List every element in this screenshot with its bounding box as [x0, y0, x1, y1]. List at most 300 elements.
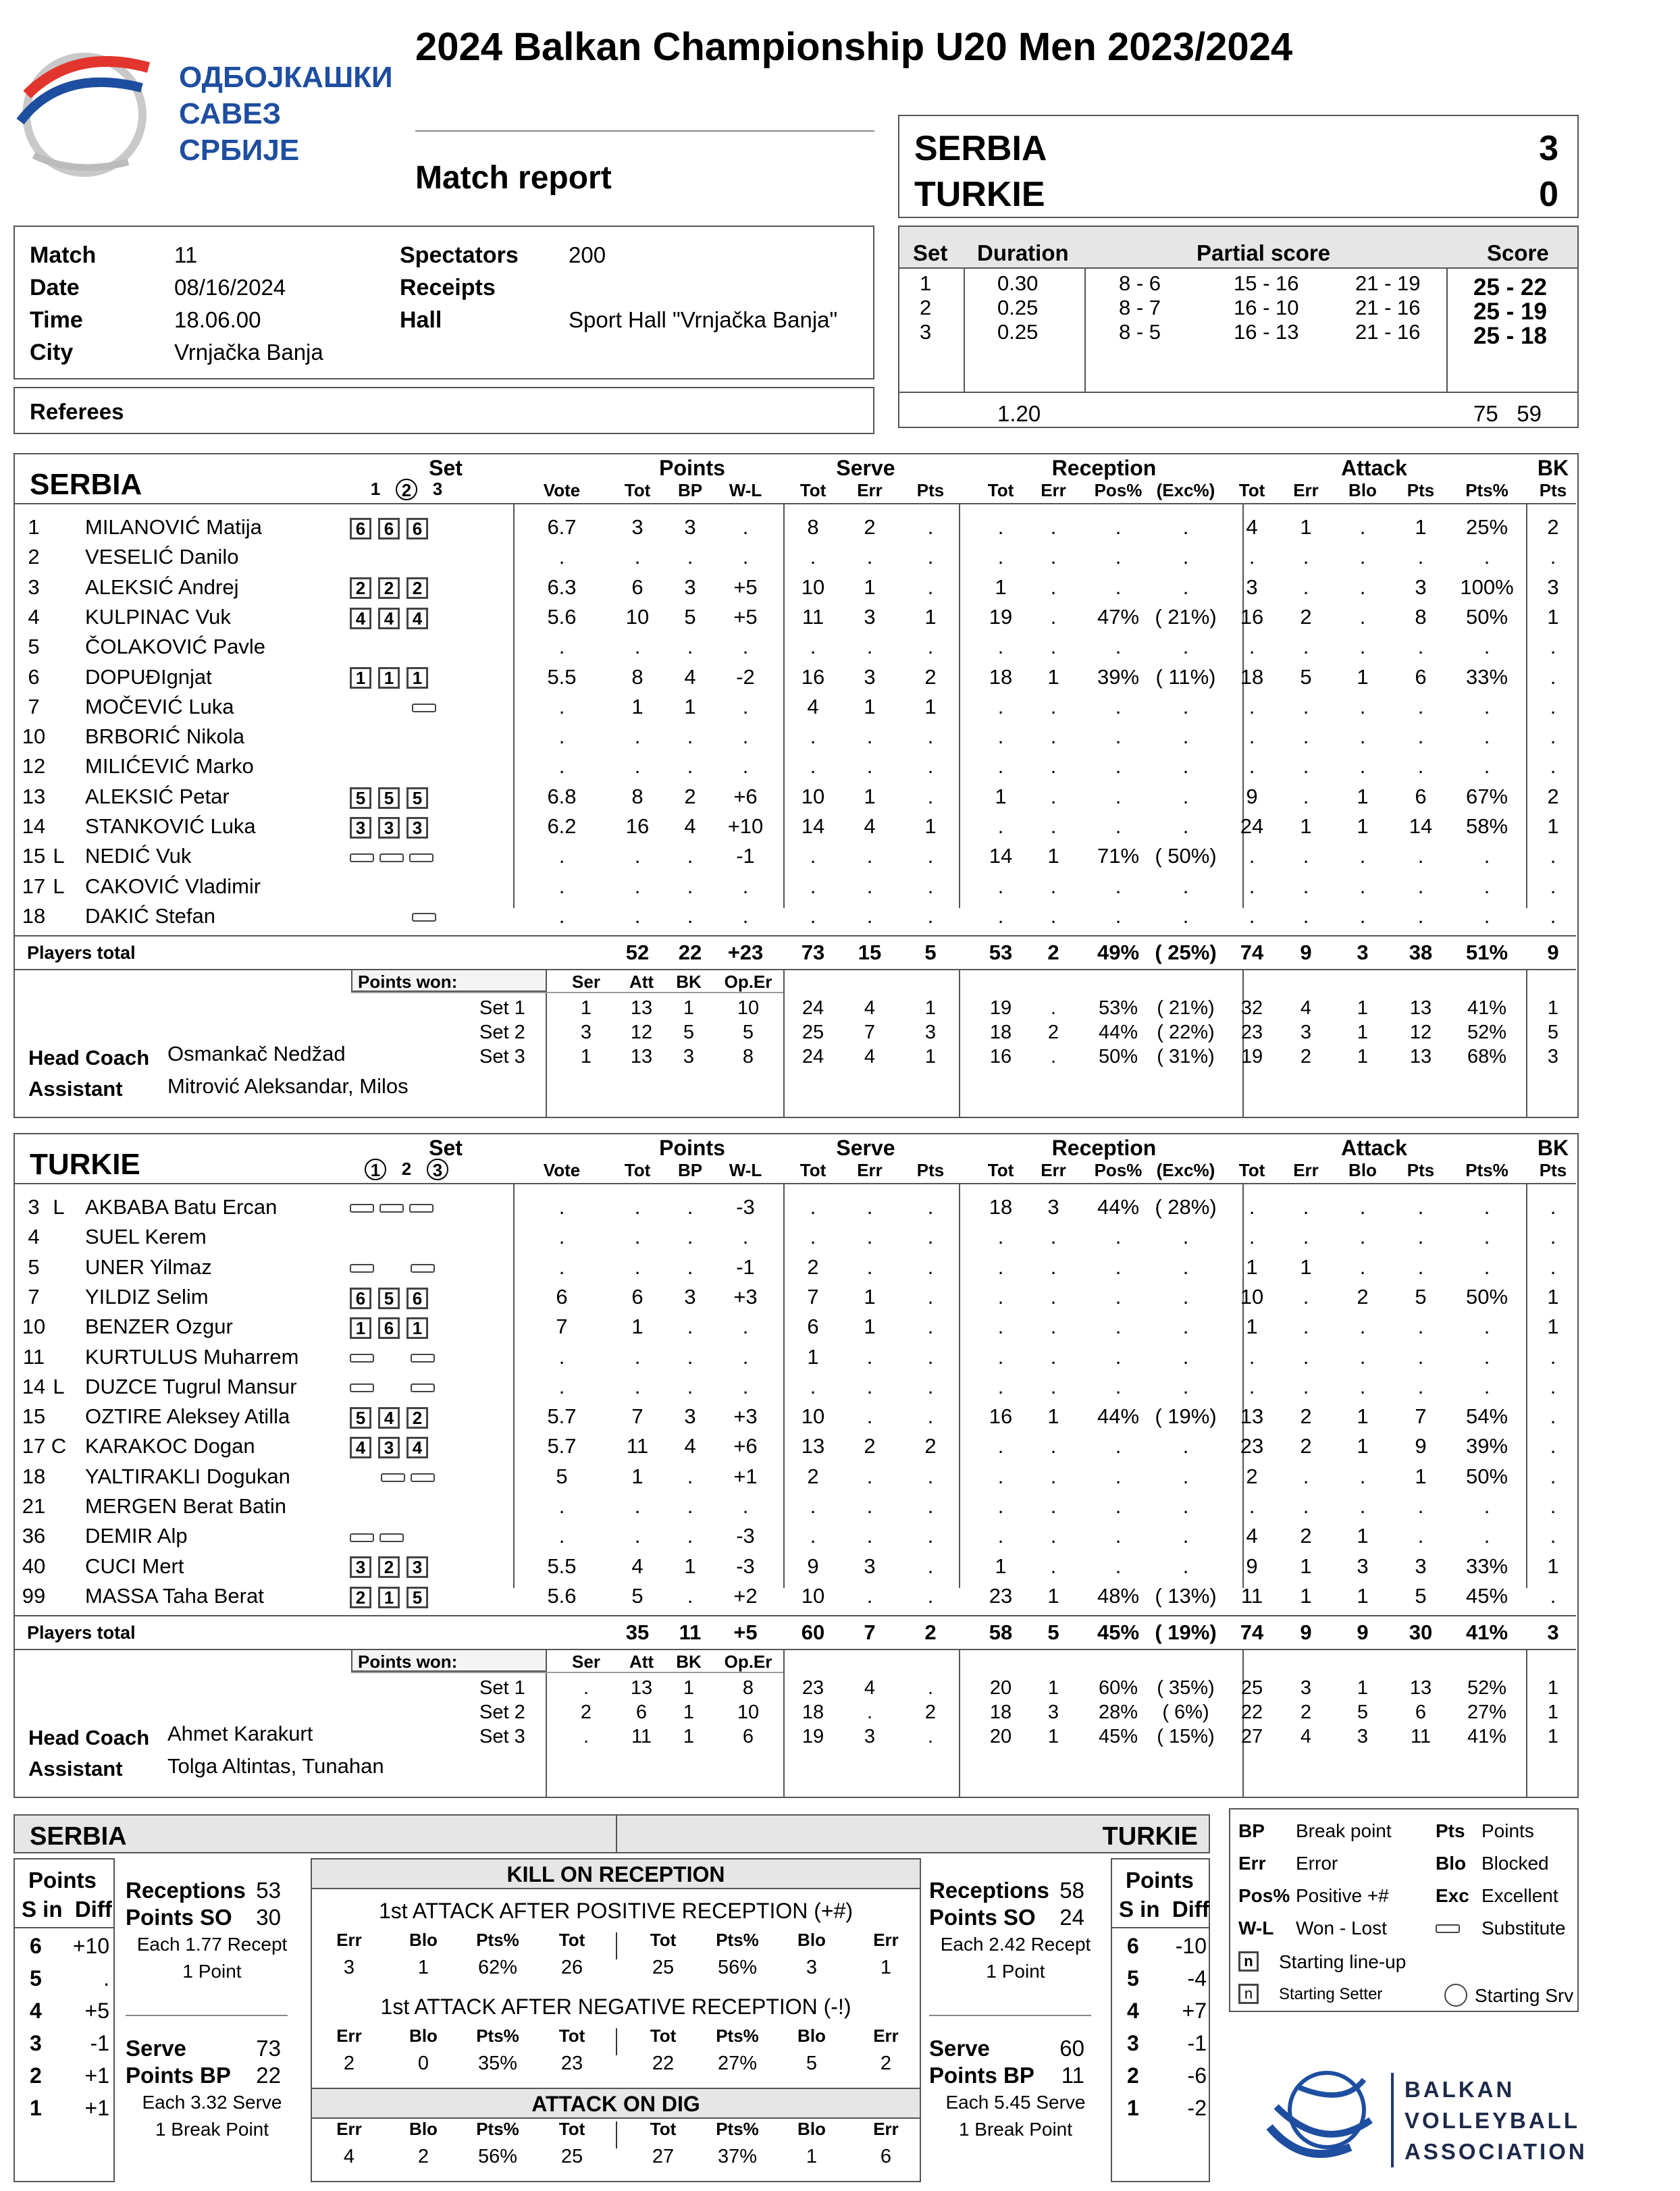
set-stat-cell: 13: [1409, 997, 1432, 1020]
stat-cell: .: [1050, 903, 1057, 928]
player-number: 6: [28, 664, 40, 689]
player-name: KURTULUS Muharrem: [85, 1344, 299, 1369]
stat-cell: 6.7: [547, 515, 577, 539]
summary-team1: SERBIA: [30, 1822, 127, 1851]
total-cell: 22: [678, 941, 702, 965]
attack-col-header: Blo: [797, 2026, 826, 2046]
stat-cell: 3: [864, 604, 876, 629]
players-total-label: Players total: [27, 943, 136, 963]
total-cell: 5: [924, 941, 937, 965]
stat-cell: ( 13%): [1155, 1583, 1217, 1608]
stat-cell: 67%: [1465, 784, 1508, 808]
stat-cell: 100%: [1460, 575, 1514, 599]
set-stat-cell: 3: [1300, 1677, 1312, 1699]
stat-cell: 3: [684, 1284, 696, 1309]
player-number: 14: [22, 1374, 46, 1398]
stat-cell: .: [1359, 874, 1366, 898]
points-won-cell: 1: [683, 1726, 695, 1748]
stat-cell: .: [1417, 903, 1424, 928]
stat-cell: +10: [727, 814, 764, 838]
stat-cell: .: [1417, 844, 1424, 868]
stat-cell: .: [1115, 784, 1122, 808]
stat-cell: 50%: [1465, 604, 1508, 629]
set-stat-cell: ( 6%): [1162, 1701, 1209, 1724]
attack-col-header: Blo: [409, 1930, 438, 1950]
attack-value: 1: [417, 1957, 429, 1978]
stat-cell: .: [1359, 903, 1366, 928]
player-row: [14, 573, 1576, 602]
column-group-header: Reception: [1051, 1136, 1157, 1160]
player-number: 18: [22, 1464, 46, 1488]
stat-cell: .: [558, 1374, 565, 1398]
starting-position: 1: [350, 667, 371, 689]
team1-name: SERBIA: [914, 129, 1047, 168]
attack-value: 56%: [717, 1957, 758, 1978]
column-header: Err: [1293, 1160, 1319, 1180]
right-so-box: Receptions 58 Points SO 24 Each 2.42 Recept 1 Point Serve 60 Points BP 11 Each 5.45 Serve 1 Break Point: [929, 1878, 1091, 2140]
stat-cell: .: [1115, 754, 1122, 778]
column-header: Pos%: [1094, 1160, 1143, 1180]
stat-cell: .: [634, 724, 641, 749]
starting-position: 6: [378, 1317, 400, 1339]
player-role: L: [53, 844, 65, 868]
column-header: Err: [857, 480, 883, 500]
stat-cell: .: [1249, 1374, 1255, 1398]
stat-cell: 14: [989, 844, 1013, 868]
stat-cell: .: [1359, 515, 1366, 539]
stat-cell: .: [1249, 694, 1255, 718]
hall: Sport Hall "Vrnjačka Banja": [569, 307, 838, 332]
player-number: 17: [22, 1434, 46, 1458]
stat-cell: 4: [1246, 1524, 1258, 1548]
stat-cell: 1: [1547, 1315, 1559, 1339]
stat-cell: 13: [1240, 1404, 1264, 1429]
starting-positions: [350, 1252, 440, 1282]
set-stat-cell: 52%: [1467, 1022, 1507, 1044]
player-number: 4: [28, 604, 40, 629]
stat-cell: .: [927, 1344, 934, 1369]
stat-cell: 2: [807, 1464, 819, 1488]
stat-cell: 18: [989, 664, 1013, 689]
stat-cell: .: [687, 1195, 693, 1219]
stat-cell: 1: [864, 784, 876, 808]
stat-cell: 33%: [1465, 664, 1508, 689]
stat-cell: .: [1303, 1344, 1309, 1369]
starting-positions: [350, 573, 435, 602]
set-stat-cell: .: [866, 1701, 873, 1724]
player-name: ALEKSIĆ Petar: [85, 784, 230, 808]
stat-cell: 3: [1246, 575, 1258, 599]
attack-col-header: Err: [873, 2026, 899, 2046]
points-won-header: Op.Er: [724, 1652, 772, 1672]
set-stat-cell: 3: [924, 1022, 937, 1044]
stat-cell: .: [742, 545, 749, 569]
player-name: MILIĆEVIĆ Marko: [85, 754, 254, 778]
points-won-header: Att: [629, 1652, 654, 1672]
player-number: 3: [28, 1195, 40, 1219]
stat-cell: .: [1182, 1284, 1189, 1309]
stat-cell: .: [927, 1404, 934, 1429]
column-header: Pts%: [1465, 1160, 1508, 1180]
stat-cell: .: [742, 724, 749, 749]
starting-positions: [350, 1431, 435, 1461]
set-stat-cell: 19: [1240, 1046, 1263, 1068]
head-coach: Ahmet Karakurt: [167, 1722, 313, 1746]
stat-cell: .: [1115, 724, 1122, 749]
player-number: 40: [22, 1554, 46, 1578]
stat-cell: +3: [733, 1284, 758, 1309]
stat-cell: .: [927, 784, 934, 808]
player-row: [14, 1192, 1576, 1222]
stat-cell: 1: [1357, 1404, 1369, 1429]
stat-cell: 14: [801, 814, 825, 838]
total-cell: 74: [1240, 941, 1264, 965]
stat-cell: 45%: [1465, 1583, 1508, 1608]
starting-position: 2: [350, 1587, 371, 1608]
stat-cell: .: [1484, 1374, 1490, 1398]
stat-cell: .: [927, 874, 934, 898]
stat-cell: .: [742, 1344, 749, 1369]
stat-cell: .: [1115, 545, 1122, 569]
stat-cell: .: [1417, 1255, 1424, 1279]
stat-cell: 6: [631, 575, 644, 599]
stat-cell: .: [1550, 1374, 1556, 1398]
stat-cell: .: [997, 1494, 1004, 1518]
team2-name: TURKIE: [914, 175, 1045, 214]
points-won-cell: 1: [683, 1677, 695, 1699]
partial-score: 8 - 7: [1119, 296, 1161, 319]
stat-cell: .: [997, 1464, 1004, 1488]
points-won-cell: 13: [630, 997, 653, 1020]
stat-cell: 3: [1047, 1195, 1059, 1219]
stat-cell: 5.5: [547, 1554, 577, 1578]
stat-cell: .: [997, 1524, 1004, 1548]
stat-cell: .: [1182, 1225, 1189, 1249]
column-group-header: BK: [1537, 1136, 1569, 1160]
substitute-icon: [350, 1264, 374, 1273]
stat-cell: .: [997, 754, 1004, 778]
set-stat-cell: 3: [1547, 1046, 1559, 1068]
stat-cell: 6.8: [547, 784, 577, 808]
head-coach-label: Head Coach: [28, 1726, 150, 1750]
set-stat-cell: 7: [864, 1022, 876, 1044]
stat-cell: 1: [631, 1315, 644, 1339]
stat-cell: .: [866, 903, 873, 928]
stat-cell: .: [1417, 724, 1424, 749]
points-won-cell: 10: [737, 997, 760, 1020]
rotation-diff: -1: [90, 2031, 109, 2055]
stat-cell: .: [1050, 784, 1057, 808]
stat-cell: .: [927, 1284, 934, 1309]
starting-positions: [350, 692, 442, 722]
total-cell: 53: [989, 941, 1013, 965]
stat-cell: .: [866, 1494, 873, 1518]
attack-col-header: Err: [336, 1930, 362, 1950]
substitute-icon: [411, 1383, 435, 1392]
stat-cell: 2: [924, 664, 937, 689]
stat-cell: .: [866, 635, 873, 659]
starting-position: 3: [350, 817, 371, 839]
stat-cell: .: [1182, 694, 1189, 718]
stat-cell: 1: [1357, 1524, 1369, 1548]
stat-cell: 1: [1300, 1255, 1312, 1279]
player-name: BENZER Ozgur: [85, 1315, 233, 1339]
stat-cell: 1: [924, 604, 937, 629]
stat-cell: .: [1182, 515, 1189, 539]
stat-cell: .: [1303, 575, 1309, 599]
stat-cell: .: [1182, 1315, 1189, 1339]
stat-cell: .: [866, 1404, 873, 1429]
team2-sets: 0: [1539, 175, 1558, 214]
set-score-box: Set Duration Partial score Score 1 0.30 8 - 6 15 - 16 21 - 19 25 - 22 2 0.25 8 - 7 16 - 10 21 - 16 25 - 19 3 0.25 8 - 5 16 - 13 21 - 16 25 - 18 1.20 75 59: [898, 226, 1579, 428]
stat-cell: .: [1417, 545, 1424, 569]
stat-cell: .: [1550, 545, 1556, 569]
player-name: DOPUĐIgnjat: [85, 664, 212, 689]
set-stat-cell: 1: [924, 1046, 937, 1068]
stat-cell: .: [558, 1255, 565, 1279]
player-row: [14, 1312, 1576, 1342]
player-number: 4: [28, 1225, 40, 1249]
substitute-icon: [412, 704, 436, 712]
stat-cell: 13: [801, 1434, 825, 1458]
set-label: Set 2: [479, 1022, 525, 1044]
legend-box: [1229, 1808, 1579, 2012]
column-header: Pts: [916, 480, 945, 500]
column-group-header: Attack: [1341, 1136, 1407, 1160]
stat-cell: .: [1484, 874, 1490, 898]
player-name: VESELIĆ Danilo: [85, 545, 239, 569]
substitute-icon: [409, 1204, 434, 1213]
stat-cell: .: [1303, 635, 1309, 659]
column-header: Tot: [624, 1160, 651, 1180]
points-won-header: Att: [629, 972, 654, 993]
legend-desc: Error: [1296, 1853, 1338, 1874]
stat-cell: 7: [807, 1284, 819, 1309]
set-stat-cell: 19: [989, 997, 1012, 1020]
stat-cell: .: [997, 1374, 1004, 1398]
player-name: ALEKSIĆ Andrej: [85, 575, 239, 599]
attack-value: 56%: [477, 2146, 518, 2167]
stat-cell: .: [1115, 635, 1122, 659]
player-row: [14, 1222, 1576, 1252]
stat-cell: 1: [1357, 814, 1369, 838]
partial-score: 8 - 5: [1119, 320, 1161, 344]
legend-desc: Starting Setter: [1279, 1985, 1383, 2003]
set-stat-cell: 52%: [1467, 1677, 1507, 1699]
stat-cell: 1: [1047, 1404, 1059, 1429]
stat-cell: .: [1182, 575, 1189, 599]
starting-setter-icon: n: [1238, 1984, 1259, 2004]
set-number: 3: [920, 320, 932, 344]
stat-cell: 5: [684, 604, 696, 629]
rotation-diff: -4: [1187, 1966, 1207, 1990]
total-cell: 58: [989, 1620, 1013, 1645]
stat-cell: .: [810, 724, 816, 749]
stat-cell: 1: [1300, 1583, 1312, 1608]
starting-position: 6: [350, 518, 371, 539]
total-cell: 60: [801, 1620, 825, 1645]
set-stat-cell: 68%: [1467, 1046, 1507, 1068]
stat-cell: .: [1303, 1284, 1309, 1309]
column-header: Tot: [799, 1160, 826, 1180]
stat-cell: .: [1182, 903, 1189, 928]
total-cell: 15: [858, 941, 882, 965]
stat-cell: .: [1115, 1284, 1122, 1309]
stat-cell: 1: [1246, 1255, 1258, 1279]
stat-cell: .: [927, 1195, 934, 1219]
stat-cell: .: [1484, 1225, 1490, 1249]
stat-cell: 1: [924, 814, 937, 838]
player-row: [14, 1581, 1576, 1611]
player-row: [14, 782, 1576, 812]
player-name: KULPINAC Vuk: [85, 604, 231, 629]
player-role: C: [51, 1434, 67, 1458]
stat-cell: .: [1417, 754, 1424, 778]
legend-key: Exc: [1436, 1885, 1469, 1906]
legend-desc: Blocked: [1481, 1853, 1549, 1874]
stat-cell: 1: [1047, 664, 1059, 689]
set-duration: 0.25: [997, 320, 1039, 344]
stat-cell: 5: [1300, 664, 1312, 689]
stat-cell: .: [634, 844, 641, 868]
stat-cell: .: [558, 545, 565, 569]
column-header: Blo: [1348, 480, 1377, 500]
attack-col-header: Pts%: [716, 1930, 759, 1950]
attack-col-header: Err: [873, 1930, 899, 1950]
stat-cell: 8: [1415, 604, 1427, 629]
player-name: SUEL Kerem: [85, 1225, 207, 1249]
total-cell: 3: [1547, 1620, 1559, 1645]
stat-cell: .: [1303, 903, 1309, 928]
right-rotation-box: Points S in Diff 6 -10 5 -4 4 +7 3 -1 2 -6 1 -2: [1111, 1858, 1210, 2182]
stat-cell: 10: [801, 1404, 825, 1429]
rotation-number: 1: [30, 2096, 42, 2120]
set-stat-cell: 41%: [1467, 997, 1507, 1020]
stat-cell: .: [1249, 754, 1255, 778]
column-header: Vote: [543, 480, 581, 500]
stat-cell: .: [1115, 694, 1122, 718]
points-won-cell: 1: [580, 1046, 592, 1068]
stat-cell: .: [1249, 1195, 1255, 1219]
stat-cell: .: [997, 1315, 1004, 1339]
stat-cell: .: [1359, 754, 1366, 778]
stat-cell: ( 19%): [1155, 1404, 1217, 1429]
stat-cell: 1: [1547, 814, 1559, 838]
stat-cell: 6.2: [547, 814, 577, 838]
player-name: MERGEN Berat Batin: [85, 1494, 287, 1518]
starting-position: 2: [378, 577, 400, 599]
player-row: [14, 662, 1576, 692]
player-number: 15: [22, 844, 46, 868]
attack-value: 4: [343, 2146, 355, 2167]
column-header: Tot: [987, 1160, 1014, 1180]
stat-cell: +5: [733, 604, 758, 629]
substitute-icon: [379, 853, 404, 862]
stat-cell: 11: [626, 1434, 649, 1458]
player-number: 3: [28, 575, 40, 599]
points-won-cell: 11: [631, 1726, 652, 1748]
stat-cell: 5.6: [547, 1583, 577, 1608]
stat-cell: 6: [556, 1284, 568, 1309]
stat-cell: 23: [989, 1583, 1013, 1608]
set-stat-cell: .: [927, 1726, 934, 1748]
bva-logo: BALKAN VOLLEYBALL ASSOCIATION: [1263, 2066, 1580, 2174]
left-rotation-box: Points S in Diff 6 +10 5 . 4 +5 3 -1 2 +1 1 +1: [14, 1858, 115, 2182]
stat-cell: 2: [1300, 1434, 1312, 1458]
stat-cell: .: [1484, 724, 1490, 749]
set-stat-cell: 6: [1415, 1701, 1427, 1724]
stat-cell: .: [997, 814, 1004, 838]
assistant-coach: Tolga Altintas, Tunahan: [167, 1754, 384, 1778]
stat-cell: 1: [995, 784, 1007, 808]
stat-cell: 1: [864, 1284, 876, 1309]
stat-cell: 5: [1415, 1284, 1427, 1309]
total-cell: 2: [1047, 941, 1059, 965]
stat-cell: .: [927, 1315, 934, 1339]
starting-position: 4: [350, 1437, 371, 1458]
starting-position: 3: [406, 817, 428, 839]
substitute-icon: [350, 1354, 374, 1363]
attack-on-dig-box: ATTACK ON DIG Err Blo Pts% Tot Tot Pts% Blo Err 4 2 56% 25 27 37% 1 6: [311, 2088, 921, 2182]
set-number: 2: [920, 296, 932, 319]
total-cell: 11: [679, 1620, 702, 1645]
set-stat-cell: 23: [802, 1677, 824, 1699]
stat-cell: .: [742, 754, 749, 778]
stat-cell: .: [1484, 844, 1490, 868]
bva-logo-icon: [1263, 2066, 1384, 2167]
stat-cell: .: [558, 844, 565, 868]
total-cell: 74: [1240, 1620, 1264, 1645]
stat-cell: 1: [1246, 1315, 1258, 1339]
stat-cell: .: [810, 1374, 816, 1398]
stat-cell: .: [1182, 1374, 1189, 1398]
total-cell: ( 19%): [1155, 1620, 1217, 1645]
column-header: W-L: [729, 1160, 762, 1180]
column-header: Blo: [1348, 1160, 1377, 1180]
stat-cell: -1: [736, 844, 755, 868]
attack-value: 2: [343, 2053, 355, 2074]
rotation-diff: +1: [84, 2063, 109, 2088]
stat-cell: .: [1303, 1374, 1309, 1398]
stat-cell: 16: [1240, 604, 1264, 629]
stat-cell: .: [687, 635, 693, 659]
stat-cell: 9: [1246, 784, 1258, 808]
stat-cell: .: [1484, 635, 1490, 659]
points-won-cell: 1: [683, 997, 695, 1020]
total-points: 75 59: [1473, 401, 1542, 426]
player-number: 7: [28, 694, 40, 718]
attack-col-header: Tot: [558, 1930, 585, 1950]
set-stat-cell: 4: [864, 1677, 876, 1699]
stat-cell: +5: [733, 575, 758, 599]
starting-position: 4: [378, 608, 400, 629]
stat-cell: .: [1182, 784, 1189, 808]
stat-cell: 3: [684, 1404, 696, 1429]
stat-cell: .: [1182, 1554, 1189, 1578]
stat-cell: .: [1115, 1554, 1122, 1578]
set-stat-cell: 2: [1047, 1022, 1059, 1044]
stat-cell: 1: [1357, 784, 1369, 808]
stat-cell: .: [558, 1344, 565, 1369]
column-group-header: Points: [659, 1136, 725, 1160]
player-number: 5: [28, 635, 40, 659]
stat-cell: .: [1050, 1464, 1057, 1488]
column-header: BP: [677, 480, 703, 500]
assistant-label: Assistant: [28, 1077, 123, 1101]
stat-cell: .: [1050, 604, 1057, 629]
substitute-icon: [1436, 1924, 1460, 1933]
stat-cell: .: [810, 1524, 816, 1548]
